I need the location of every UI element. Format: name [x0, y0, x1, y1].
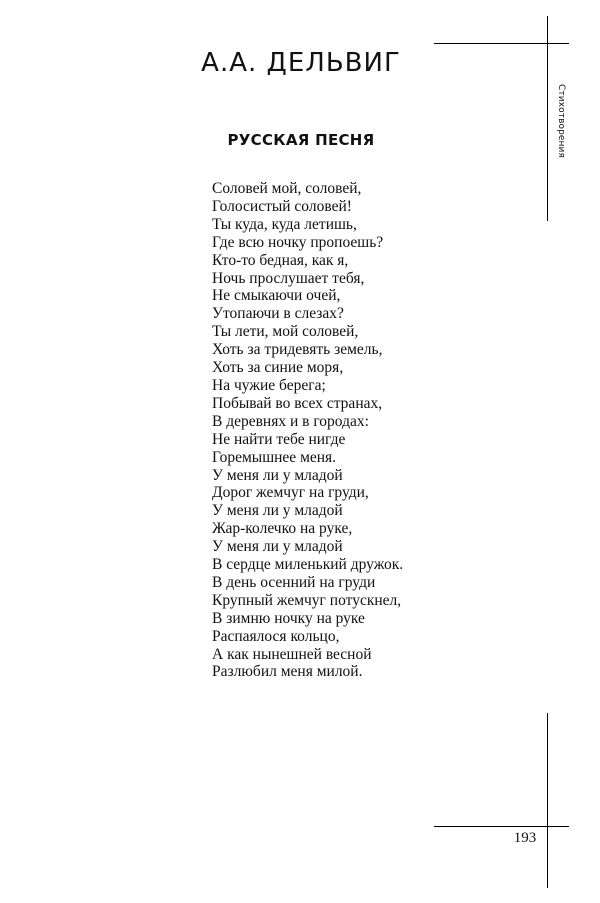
poem-line: В деревнях и в городах:	[212, 412, 369, 430]
running-head	[548, 46, 574, 196]
poem-title: РУССКАЯ ПЕСНЯ	[227, 131, 375, 149]
poem-line: Ты лети, мой соловей,	[212, 323, 359, 341]
poem-line: Горемышнее меня.	[212, 448, 337, 466]
poem-line: Хоть за тридевять земель,	[212, 341, 383, 359]
poem-line: Дорог жемчуг на груди,	[212, 484, 369, 502]
poem-line: Распаялося кольцо,	[212, 627, 340, 645]
bottom-vertical-rule	[547, 713, 548, 888]
poem-line: Жар-колечко на руке,	[212, 520, 353, 538]
poem-line: А как нынешней весной	[212, 645, 372, 663]
poem-line: У меня ли у младой	[212, 466, 343, 484]
poem-line: Не найти тебе нигде	[212, 430, 346, 448]
poem-line: Ты куда, куда летишь,	[212, 215, 357, 233]
poem-line: Кто-то бедная, как я,	[212, 251, 349, 269]
author-name: А.А. ДЕЛЬВИГ	[201, 48, 401, 78]
poem-line: В сердце миленький дружок.	[212, 556, 404, 574]
poem-line: Где всю ночку пропоешь?	[212, 233, 384, 251]
poem-line: Голосистый соловей!	[212, 197, 352, 215]
poem-line: Хоть за синие моря,	[212, 359, 344, 377]
top-rule	[434, 43, 569, 44]
poem-line: Разлюбил меня милой.	[212, 663, 363, 681]
page-number: 193	[513, 830, 537, 846]
poem-text	[212, 180, 403, 681]
running-head-text: Стихотворения	[556, 84, 566, 158]
poem-line: Не смыкаючи очей,	[212, 287, 341, 305]
bottom-rule	[434, 826, 569, 827]
poem-line: Крупный жемчуг потускнел,	[212, 591, 402, 609]
poem-line: Утопаючи в слезах?	[212, 305, 344, 323]
poem-line: У меня ли у младой	[212, 502, 343, 520]
poem-line: На чужие берега;	[212, 376, 326, 394]
poem-line: Побывай во всех странах,	[212, 394, 383, 412]
poem-line: В день осенний на груди	[212, 573, 376, 591]
poem-line: В зимню ночку на руке	[212, 609, 365, 627]
poem-line: Соловей мой, соловей,	[212, 180, 362, 197]
poem-line: У меня ли у младой	[212, 538, 343, 556]
poem-line: Ночь прослушает тебя,	[212, 269, 365, 287]
